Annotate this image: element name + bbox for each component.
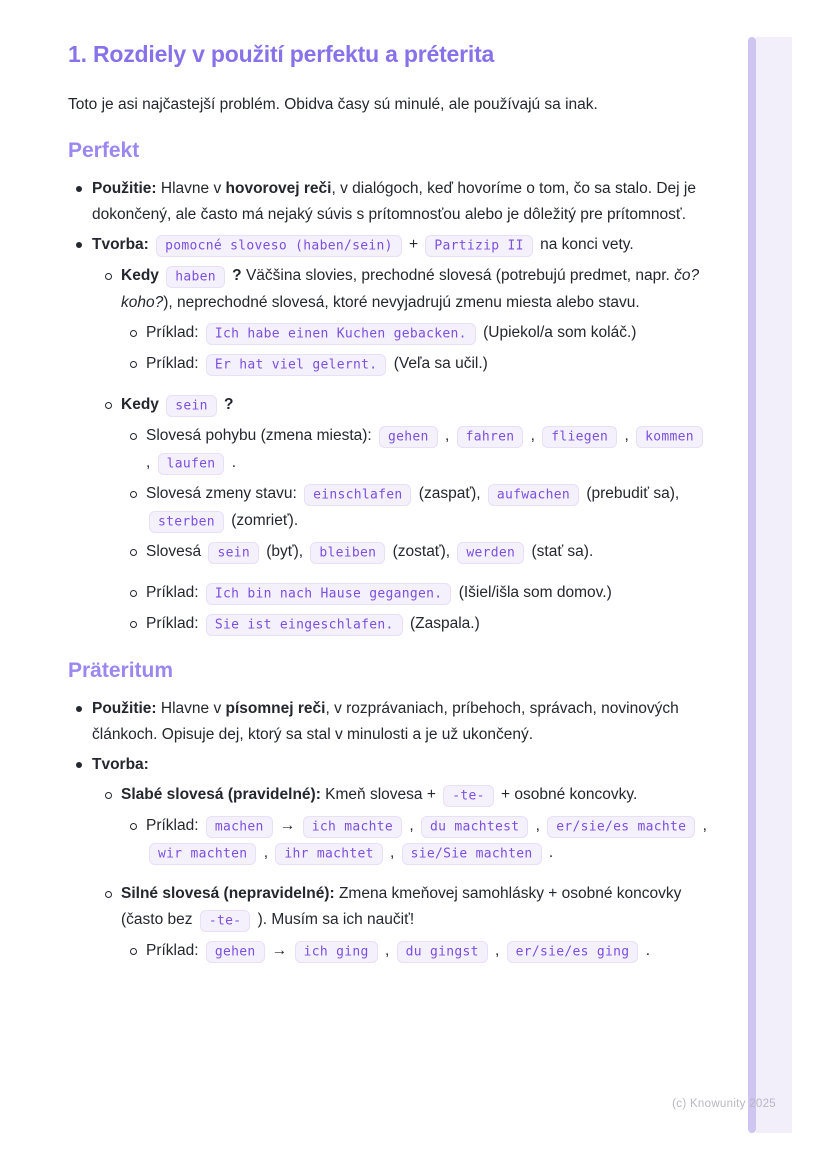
code-badge: einschlafen	[304, 484, 411, 506]
code-badge: aufwachen	[488, 484, 579, 506]
code-badge: werden	[457, 542, 524, 564]
code-badge: gehen	[379, 426, 438, 448]
list-item: Príklad: Sie ist eingeschlafen. (Zaspala.)	[68, 611, 710, 638]
list-item: Slovesá sein (byť), bleiben (zostať), werden (stať sa).	[68, 539, 710, 566]
document-sections	[68, 138, 710, 965]
code-badge: -te-	[200, 910, 251, 932]
list-item: Príklad: gehen → ich ging , du gingst , er/sie/es ging .	[68, 938, 710, 965]
bullet-circle-icon	[130, 823, 137, 830]
code-badge: sie/Sie machten	[402, 843, 542, 865]
code-badge: sein	[208, 542, 259, 564]
code-badge: du machtest	[421, 816, 528, 838]
bullet-circle-icon	[130, 590, 137, 597]
bullet-circle-icon	[105, 792, 112, 799]
list-item: Príklad: Ich bin nach Hause gegangen. (Išiel/išla som domov.)	[68, 580, 710, 607]
code-badge: sterben	[149, 511, 224, 533]
bold-text: Slabé slovesá (pravidelné):	[121, 786, 321, 803]
code-badge: ihr machtet	[275, 843, 382, 865]
code-badge: er/sie/es machte	[547, 816, 695, 838]
list-item: Slovesá pohybu (zmena miesta): gehen , fahren , fliegen , kommen , laufen .	[68, 423, 710, 477]
bold-text: hovorovej reči	[225, 180, 332, 197]
watermark-text: (c) Knowunity 2025	[672, 1098, 776, 1110]
code-badge: Sie ist eingeschlafen.	[206, 614, 403, 636]
code-badge: -te-	[443, 785, 494, 807]
list-item: Príklad: machen → ich machte , du machtest , er/sie/es machte , wir machten , ihr machtet , sie/Sie machten .	[68, 813, 710, 867]
code-badge: gehen	[206, 941, 265, 963]
bullet-circle-icon	[130, 491, 137, 498]
bold-text: písomnej reči	[225, 700, 326, 717]
list-item	[68, 752, 710, 778]
bullet-disc-icon	[76, 706, 82, 712]
code-badge: ich ging	[295, 941, 378, 963]
code-badge: laufen	[158, 453, 225, 475]
bullet-circle-icon	[130, 433, 137, 440]
list-item: Použitie: Hlavne v písomnej reči, v rozprávaniach, príbehoch, správach, novinových článkoch. Opisuje dej, ktorý sa stal v minulosti a je už ukončený.	[68, 696, 710, 748]
page-edge-panel	[756, 37, 792, 1133]
code-badge: fahren	[457, 426, 524, 448]
code-badge: bleiben	[310, 542, 385, 564]
bullet-circle-icon	[105, 402, 112, 409]
bullet-disc-icon	[76, 186, 82, 192]
bullet-circle-icon	[130, 948, 137, 955]
bullet-circle-icon	[130, 621, 137, 628]
intro-paragraph: Toto je asi najčastejší problém. Obidva časy sú minulé, ale používajú sa inak.	[68, 96, 598, 113]
bold-text: Použitie:	[92, 180, 157, 197]
page-title: 1. Rozdiely v použití perfektu a préterita	[68, 41, 495, 67]
list-item	[68, 392, 710, 419]
list-item: Príklad: Ich habe einen Kuchen gebacken. (Upiekol/a som koláč.)	[68, 320, 710, 347]
list-item: Použitie: Hlavne v hovorovej reči, v dialógoch, keď hovoríme o tom, čo sa stalo. Dej je dokončený, ale často má nejaký súvis s prítomnosťou alebo je dôležitý pre prítomnosť.	[68, 176, 710, 228]
code-badge: haben	[166, 266, 225, 288]
list-item: Tvorba: pomocné sloveso (haben/sein) + Partizip II na konci vety.	[68, 232, 710, 259]
list-item: Príklad: Er hat viel gelernt. (Veľa sa učil.)	[68, 351, 710, 378]
list-item: Slovesá zmeny stavu: einschlafen (zaspať), aufwachen (prebudiť sa), sterben (zomrieť).	[68, 481, 710, 535]
code-badge: pomocné sloveso (haben/sein)	[156, 235, 402, 257]
code-badge: Ich bin nach Hause gegangen.	[206, 583, 452, 605]
bullet-circle-icon	[130, 549, 137, 556]
document-content	[68, 40, 710, 965]
code-badge: Er hat viel gelernt.	[206, 354, 387, 376]
bold-text: Kedy	[121, 396, 164, 413]
bold-text: Použitie:	[92, 700, 157, 717]
bullet-circle-icon	[130, 361, 137, 368]
bold-text: ?	[227, 267, 242, 284]
bold-text: Tvorba:	[92, 236, 149, 253]
bullet-circle-icon	[130, 330, 137, 337]
code-badge: sein	[166, 395, 217, 417]
code-badge: Partizip II	[425, 235, 532, 257]
code-badge: du gingst	[397, 941, 488, 963]
code-badge: kommen	[636, 426, 703, 448]
page-edge-stripe	[748, 37, 756, 1133]
bold-text: Tvorba:	[92, 756, 149, 773]
code-badge: fliegen	[542, 426, 617, 448]
bold-text: ?	[219, 396, 234, 413]
code-badge: wir machten	[149, 843, 256, 865]
list-item: Kedy haben ? Väčšina slovies, prechodné slovesá (potrebujú predmet, napr. čo? koho?), neprechodné slovesá, ktoré nevyjadrujú zmenu miesta alebo stavu.	[68, 263, 710, 316]
code-badge: ich machte	[303, 816, 402, 838]
bold-text: Silné slovesá (nepravidelné):	[121, 885, 335, 902]
bullet-circle-icon	[105, 273, 112, 280]
bullet-circle-icon	[105, 891, 112, 898]
list-item: Slabé slovesá (pravidelné): Kmeň slovesa + -te- + osobné koncovky.	[68, 782, 710, 809]
italic-text: čo? koho?	[121, 267, 700, 311]
bullet-disc-icon	[76, 242, 82, 248]
code-badge: Ich habe einen Kuchen gebacken.	[206, 323, 476, 345]
bold-text: Kedy	[121, 267, 164, 284]
list-item: Silné slovesá (nepravidelné): Zmena kmeňovej samohlásky + osobné koncovky (často bez -te- ). Musím sa ich naučiť!	[68, 881, 710, 934]
section-heading-perfekt: Perfekt	[68, 139, 140, 162]
section-heading-prateritum: Präteritum	[68, 659, 174, 682]
code-badge: er/sie/es ging	[507, 941, 639, 963]
code-badge: machen	[206, 816, 273, 838]
bullet-disc-icon	[76, 762, 82, 768]
